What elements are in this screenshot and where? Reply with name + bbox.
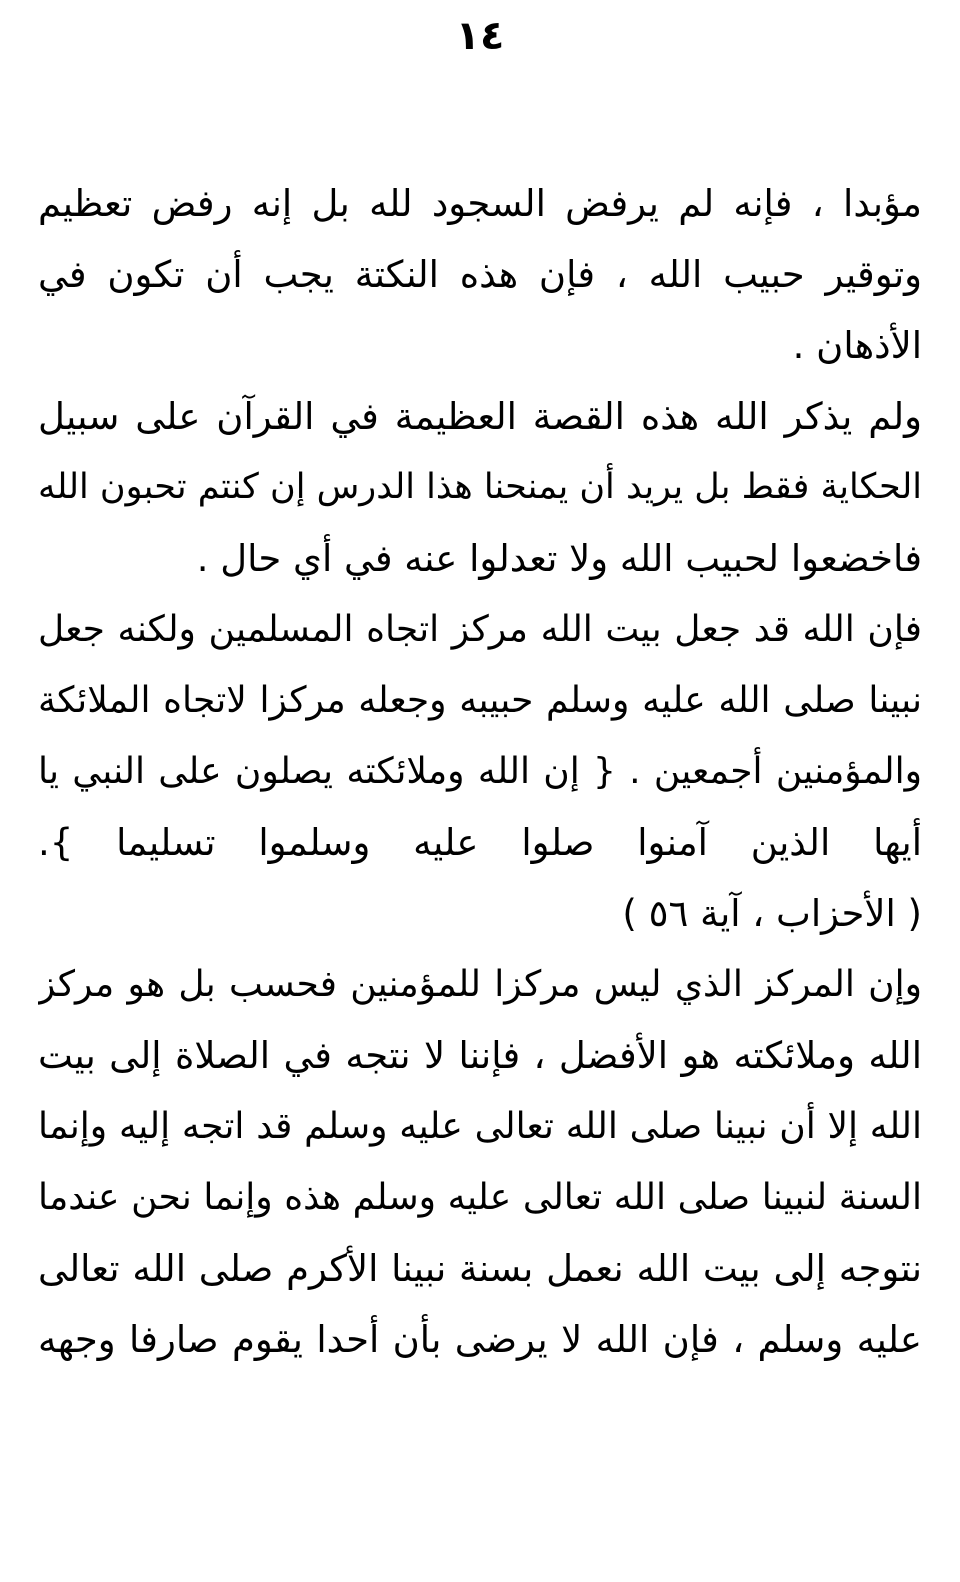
text-line: الأذهان . [792,324,922,367]
text-line: وإن المركز الذي ليس مركزا للمؤمنين فحسب بل هو مركز [38,964,922,1005]
text-line: السنة لنبينا صلى الله تعالى عليه وسلم هذه وإنما نحن عندما [38,1177,922,1218]
text-line: فإن الله قد جعل بيت الله مركز اتجاه المسلمين ولكنه جعل [38,609,922,650]
text-line: مؤبدا ، فإنه لم يرفض السجود لله بل إنه رفض تعظيم [38,182,922,225]
text-line: فاخضعوا لحبيب الله ولا تعدلوا عنه في أي حال . [196,537,922,580]
page-number: ١٤ [455,13,505,59]
text-line: أيها الذين آمنوا صلوا عليه وسلموا تسليما }. [38,821,922,864]
text-line: نتوجه إلى بيت الله نعمل بسنة نبينا الأكرم صلى الله تعالى [38,1247,922,1290]
text-line: عليه وسلم ، فإن الله لا يرضى بأن أحدا يقوم صارفا وجهه [38,1318,922,1361]
page-body-text [38,168,922,1375]
text-line: الحكاية فقط بل يريد أن يمنحنا هذا الدرس إن كنتم تحبون الله [38,467,922,507]
text-line: الله إلا أن نبينا صلى الله تعالى عليه وسلم قد اتجه إليه وإنما [38,1106,922,1147]
text-line: وتوقير حبيب الله ، فإن هذه النكتة يجب أن تكون في [38,253,922,296]
text-line: ولم يذكر الله هذه القصة العظيمة في القرآن على سبيل [38,395,922,438]
text-line: نبينا صلى الله عليه وسلم حبيبه وجعله مركزا لاتجاه الملائكة [38,680,922,721]
text-line: والمؤمنين أجمعين . { إن الله وملائكته يصلون على النبي يا [38,751,922,792]
text-line: الله وملائكته هو الأفضل ، فإننا لا نتجه في الصلاة إلى بيت [38,1034,922,1077]
text-line: ( الأحزاب ، آية ٥٦ ) [622,892,922,935]
